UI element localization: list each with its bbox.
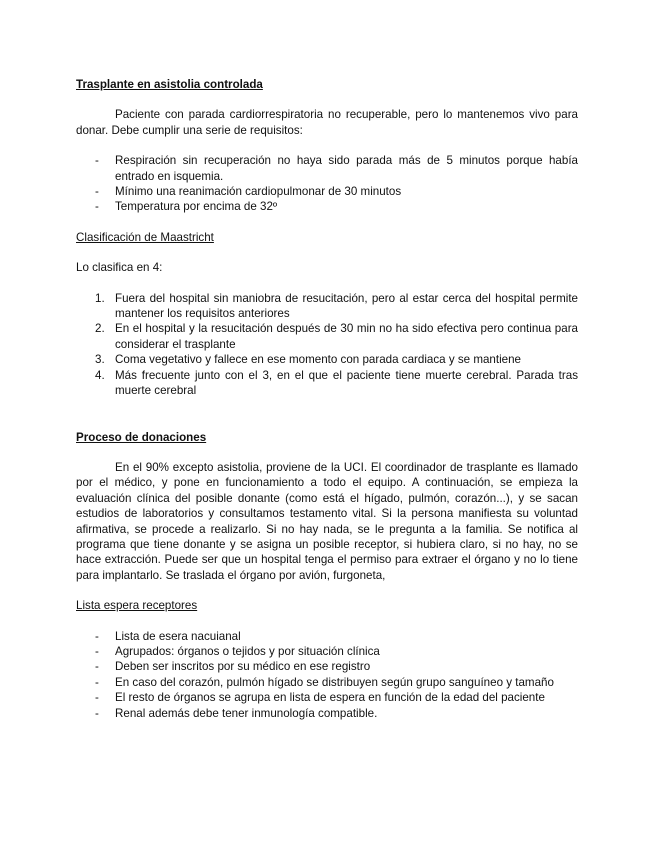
maastricht-list	[76, 291, 578, 399]
dash-marker: -	[95, 185, 99, 199]
dash-marker: -	[95, 706, 99, 720]
dash-marker: -	[95, 154, 99, 168]
dash-marker: -	[95, 629, 99, 643]
number-marker: 4.	[95, 368, 105, 382]
section-title-maastricht: Clasificación de Maastricht	[76, 230, 214, 244]
list-item: 3. Coma vegetativo y fallece en ese momento con parada cardiaca y se mantiene	[95, 353, 522, 367]
dash-marker: -	[95, 660, 99, 674]
list-item: - Respiración sin recuperación no haya sido parada más de 5 minutos porque había entrado en isquemia.	[95, 154, 578, 183]
list-item: - El resto de órganos se agrupa en lista de espera en función de la edad del paciente	[95, 691, 545, 705]
number-marker: 1.	[95, 291, 105, 305]
dash-marker: -	[95, 691, 99, 705]
list-item: - Deben ser inscritos por su médico en ese registro	[95, 660, 371, 674]
dash-marker: -	[95, 675, 99, 689]
list-item: - Mínimo una reanimación cardiopulmonar de 30 minutos	[95, 185, 402, 199]
list-item: - Agrupados: órganos o tejidos y por situación clínica	[95, 644, 380, 658]
asistolia-intro: Paciente con parada cardiorrespiratoria no recuperable, pero lo mantenemos vivo para donar. Debe cumplir una serie de requisitos:	[76, 108, 578, 137]
number-marker: 2.	[95, 322, 105, 336]
dash-marker: -	[95, 200, 99, 214]
list-item: - Renal además debe tener inmunología compatible.	[95, 706, 378, 720]
dash-marker: -	[95, 644, 99, 658]
maastricht-intro: Lo clasifica en 4:	[76, 261, 163, 275]
list-item: - Temperatura por encima de 32º	[95, 200, 278, 214]
requirements-list	[76, 153, 578, 215]
document-body	[76, 77, 578, 721]
list-item: - En caso del corazón, pulmón hígado se distribuyen según grupo sanguíneo y tamaño	[95, 675, 554, 689]
lista-espera-list	[76, 629, 578, 721]
list-item: 2. En el hospital y la resucitación después de 30 min no ha sido efectiva pero continua para considerar el trasplante	[95, 322, 578, 351]
section-title-asistolia: Trasplante en asistolia controlada	[76, 78, 263, 91]
donaciones-paragraph: En el 90% excepto asistolia, proviene de la UCI. El coordinador de trasplante es llamado por el médico, y pone en funcionamiento a todo el equipo. A continuación, se empieza la evaluación clínica del posible donante (como está el hígado, pulmón, corazón...), y se sacan estudios de laboratorios y consultamos testamento vital. Si la persona manifiesta su voluntad afirmativa, se procede a realizarlo. Si no hay nada, se le pregunta a la familia. Se notifica al programa que tiene donante y se asigna un posible receptor, si hubiera claro, si no hay, no se hace extracción. Puede ser que un hospital tenga el permiso para extraer el órgano y no lo tiene para implantarlo. Se traslada el órgano por avión, furgoneta,	[76, 460, 578, 582]
list-item: 4. Más frecuente junto con el 3, en el que el paciente tiene muerte cerebral. Parada tras muerte cerebral	[95, 368, 578, 398]
list-item: 1. Fuera del hospital sin maniobra de resucitación, pero al estar cerca del hospital permite mantener los requisitos anteriores	[95, 291, 578, 321]
section-title-donaciones: Proceso de donaciones	[76, 430, 207, 444]
list-item: - Lista de esera nacuianal	[95, 629, 241, 643]
section-title-lista-espera: Lista espera receptores	[76, 599, 198, 613]
number-marker: 3.	[95, 353, 105, 367]
